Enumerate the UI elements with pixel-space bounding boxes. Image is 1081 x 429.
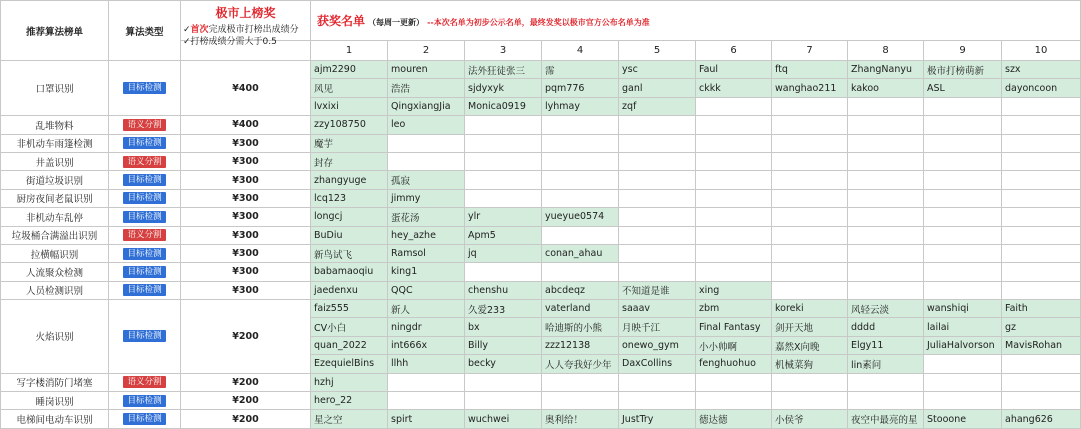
- winner-cell: 久爱233: [465, 300, 542, 318]
- header-algorithm-list: 推荐算法榜单: [1, 1, 109, 61]
- type-badge: 目标检测: [123, 82, 165, 94]
- winner-cell: [924, 134, 1002, 152]
- winner-cell: [848, 97, 924, 115]
- winner-cell: [848, 281, 924, 299]
- winner-cell: [1002, 208, 1081, 226]
- winner-cell: JustTry: [619, 410, 696, 428]
- algorithm-name[interactable]: 睡岗识别: [1, 392, 109, 410]
- winner-cell: [1002, 244, 1081, 262]
- winner-cell: EzequielBins: [311, 355, 388, 373]
- algorithm-name[interactable]: 井盖识别: [1, 152, 109, 170]
- winner-cell: [388, 373, 465, 391]
- winner-cell: ajm2290: [311, 61, 388, 79]
- winner-cell: 法外狂徒张三: [465, 61, 542, 79]
- winner-cell: [619, 244, 696, 262]
- algorithm-type-cell: [109, 171, 181, 189]
- type-badge: 目标检测: [123, 137, 165, 149]
- winner-cell: vaterland: [542, 300, 619, 318]
- winner-cell: [924, 208, 1002, 226]
- winner-cell: [1002, 226, 1081, 244]
- award-amount: ¥300: [181, 171, 311, 189]
- winner-cell: ftq: [772, 61, 848, 79]
- award-amount: ¥300: [181, 189, 311, 207]
- winner-cell: 封存: [311, 152, 388, 170]
- winner-cell: Ramsol: [388, 244, 465, 262]
- winner-cell: Final Fantasy: [696, 318, 772, 336]
- header-algorithm-type: 算法类型: [109, 1, 181, 61]
- award-amount: ¥200: [181, 392, 311, 410]
- winner-cell: [848, 116, 924, 134]
- winner-cell: [848, 392, 924, 410]
- award-amount: ¥400: [181, 61, 311, 116]
- winner-cell: 星之空: [311, 410, 388, 428]
- winner-cell: [465, 171, 542, 189]
- winner-cell: xing: [696, 281, 772, 299]
- winner-cell: wanghao211: [772, 79, 848, 97]
- winner-cell: 小小帅啊: [696, 336, 772, 354]
- winner-cell: 机械菜狗: [772, 355, 848, 373]
- award-amount: ¥300: [181, 208, 311, 226]
- winner-cell: 孤寂: [388, 171, 465, 189]
- winner-cell: ganl: [619, 79, 696, 97]
- winner-cell: [542, 189, 619, 207]
- winner-cell: [924, 263, 1002, 281]
- winner-cell: ahang626: [1002, 410, 1081, 428]
- winner-cell: [542, 373, 619, 391]
- winner-cell: lin素问: [848, 355, 924, 373]
- winner-cell: MavisRohan: [1002, 336, 1081, 354]
- winner-cell: [465, 373, 542, 391]
- winner-cell: 小侯爷: [772, 410, 848, 428]
- winner-cell: QQC: [388, 281, 465, 299]
- winner-cell: [848, 171, 924, 189]
- winner-cell: [848, 208, 924, 226]
- winner-cell: lcq123: [311, 189, 388, 207]
- award-amount: ¥300: [181, 226, 311, 244]
- algorithm-type-cell: [109, 410, 181, 428]
- winner-cell: becky: [465, 355, 542, 373]
- winner-cell: [696, 189, 772, 207]
- winner-cell: onewo_gym: [619, 336, 696, 354]
- column-number: 8: [848, 41, 924, 61]
- winner-cell: [696, 116, 772, 134]
- algorithm-name[interactable]: 人流聚众检测: [1, 263, 109, 281]
- table-row: [1, 116, 1081, 134]
- winner-cell: [924, 171, 1002, 189]
- winner-cell: [1002, 281, 1081, 299]
- header-winners: [311, 1, 1081, 41]
- award-amount: ¥200: [181, 373, 311, 391]
- type-badge: 目标检测: [123, 211, 165, 223]
- winner-cell: zzy108750: [311, 116, 388, 134]
- winner-cell: 夜空中最亮的星: [848, 410, 924, 428]
- column-number: 2: [388, 41, 465, 61]
- winner-cell: lailai: [924, 318, 1002, 336]
- winner-cell: [619, 152, 696, 170]
- winner-cell: [388, 152, 465, 170]
- algorithm-name[interactable]: 乱堆物料: [1, 116, 109, 134]
- algorithm-type-cell: [109, 134, 181, 152]
- algorithm-type-cell: [109, 189, 181, 207]
- table-row: [1, 208, 1081, 226]
- winner-cell: [772, 226, 848, 244]
- winner-cell: [924, 281, 1002, 299]
- winner-cell: Stooone: [924, 410, 1002, 428]
- winner-cell: zhangyuge: [311, 171, 388, 189]
- winner-cell: pqm776: [542, 79, 619, 97]
- winner-cell: dddd: [848, 318, 924, 336]
- table-row: [1, 392, 1081, 410]
- winner-cell: ckkk: [696, 79, 772, 97]
- winner-cell: [924, 355, 1002, 373]
- table-row: [1, 373, 1081, 391]
- type-badge: 目标检测: [123, 330, 165, 342]
- winner-cell: [465, 263, 542, 281]
- winner-cell: [465, 134, 542, 152]
- winner-cell: 德达德: [696, 410, 772, 428]
- type-badge: 语义分割: [123, 119, 165, 131]
- cond1-text: 完成极市打榜出成绩分: [208, 25, 299, 35]
- cond2-text: ✓打榜成绩分需大于0.5: [183, 37, 277, 47]
- winner-cell: 嘉然X向晚: [772, 336, 848, 354]
- algorithm-name[interactable]: 电梯间电动车识别: [1, 410, 109, 428]
- winner-cell: hey_azhe: [388, 226, 465, 244]
- column-number: 5: [619, 41, 696, 61]
- winner-cell: [848, 134, 924, 152]
- winner-cell: [848, 189, 924, 207]
- winner-cell: [388, 392, 465, 410]
- winner-cell: bx: [465, 318, 542, 336]
- winner-cell: [696, 171, 772, 189]
- winner-cell: [465, 392, 542, 410]
- winner-cell: [465, 116, 542, 134]
- winner-cell: 蛋花汤: [388, 208, 465, 226]
- winner-cell: [1002, 263, 1081, 281]
- algorithm-name[interactable]: 街道垃圾识别: [1, 171, 109, 189]
- winner-cell: 风轻云淡: [848, 300, 924, 318]
- algorithm-type-cell: [109, 244, 181, 262]
- winner-cell: [924, 152, 1002, 170]
- winner-cell: 哈迪斯的小熊: [542, 318, 619, 336]
- winner-cell: leo: [388, 116, 465, 134]
- winner-cell: [619, 263, 696, 281]
- table-row: [1, 189, 1081, 207]
- winner-cell: [772, 171, 848, 189]
- winner-cell: [465, 152, 542, 170]
- winner-cell: [696, 226, 772, 244]
- winner-cell: mouren: [388, 61, 465, 79]
- winner-cell: jimmy: [388, 189, 465, 207]
- winner-cell: [772, 281, 848, 299]
- algorithm-name[interactable]: 写字楼消防门堵塞: [1, 373, 109, 391]
- column-number: 1: [311, 41, 388, 61]
- winner-cell: [772, 134, 848, 152]
- winner-cell: ningdr: [388, 318, 465, 336]
- algorithm-type-cell: [109, 263, 181, 281]
- algorithm-name[interactable]: 非机动车雨篷检测: [1, 134, 109, 152]
- winner-cell: [1002, 189, 1081, 207]
- column-number: 10: [1002, 41, 1081, 61]
- table-row: [1, 300, 1081, 318]
- check-icon: ✓: [183, 25, 191, 35]
- cond1-highlight: 首次: [190, 25, 209, 35]
- award-conditions: [181, 25, 311, 61]
- winner-cell: zbm: [696, 300, 772, 318]
- winner-cell: [619, 373, 696, 391]
- winner-cell: yueyue0574: [542, 208, 619, 226]
- type-badge: 语义分割: [123, 229, 165, 241]
- winner-cell: [924, 97, 1002, 115]
- winner-cell: fenghuohuo: [696, 355, 772, 373]
- winner-cell: dayoncoon: [1002, 79, 1081, 97]
- winner-cell: [924, 189, 1002, 207]
- winner-cell: 霈: [542, 61, 619, 79]
- algorithm-type-cell: [109, 152, 181, 170]
- winner-cell: Monica0919: [465, 97, 542, 115]
- winner-cell: szx: [1002, 61, 1081, 79]
- winner-cell: wuchwei: [465, 410, 542, 428]
- winner-cell: [924, 392, 1002, 410]
- winner-cell: [388, 134, 465, 152]
- algorithm-name[interactable]: 人员检测识别: [1, 281, 109, 299]
- award-amount: ¥300: [181, 244, 311, 262]
- winner-cell: [542, 171, 619, 189]
- winner-cell: jq: [465, 244, 542, 262]
- award-amount: ¥300: [181, 263, 311, 281]
- winner-cell: Billy: [465, 336, 542, 354]
- algorithm-type-cell: [109, 208, 181, 226]
- winner-cell: 极市打榜萌新: [924, 61, 1002, 79]
- winner-cell: [542, 116, 619, 134]
- winner-cell: [772, 208, 848, 226]
- winner-cell: conan_ahau: [542, 244, 619, 262]
- winner-cell: [619, 134, 696, 152]
- column-number: 6: [696, 41, 772, 61]
- winner-cell: DaxCollins: [619, 355, 696, 373]
- winner-cell: [848, 244, 924, 262]
- algorithm-type-cell: [109, 392, 181, 410]
- winner-cell: [696, 392, 772, 410]
- winner-cell: [924, 244, 1002, 262]
- algorithm-name[interactable]: 火焰识别: [1, 300, 109, 374]
- winner-cell: [542, 392, 619, 410]
- table-row: [1, 281, 1081, 299]
- winner-cell: [772, 116, 848, 134]
- column-number: 4: [542, 41, 619, 61]
- winner-cell: kakoo: [848, 79, 924, 97]
- winner-cell: [1002, 97, 1081, 115]
- winner-cell: hzhj: [311, 373, 388, 391]
- winner-cell: [542, 134, 619, 152]
- winner-cell: [542, 263, 619, 281]
- winner-cell: [1002, 134, 1081, 152]
- winners-subtitle: （每周一更新）: [368, 18, 425, 27]
- column-number: 9: [924, 41, 1002, 61]
- algorithm-type-cell: [109, 226, 181, 244]
- winner-cell: lvxixi: [311, 97, 388, 115]
- winner-cell: [848, 373, 924, 391]
- winner-cell: faiz555: [311, 300, 388, 318]
- winner-cell: [696, 97, 772, 115]
- winner-cell: [848, 152, 924, 170]
- winner-cell: [772, 244, 848, 262]
- algorithm-type-cell: [109, 373, 181, 391]
- winner-cell: [696, 134, 772, 152]
- winner-cell: Faith: [1002, 300, 1081, 318]
- winner-cell: [696, 244, 772, 262]
- winner-cell: 新人: [388, 300, 465, 318]
- winner-cell: [696, 152, 772, 170]
- column-number: 7: [772, 41, 848, 61]
- winner-cell: Elgy11: [848, 336, 924, 354]
- winner-cell: 剑开天地: [772, 318, 848, 336]
- winner-cell: chenshu: [465, 281, 542, 299]
- winner-cell: quan_2022: [311, 336, 388, 354]
- type-badge: 目标检测: [123, 395, 165, 407]
- table-row: [1, 134, 1081, 152]
- winners-note: --本次名单为初步公示名单，最终发奖以极市官方公布名单为准: [427, 18, 650, 27]
- winner-cell: [696, 263, 772, 281]
- winner-cell: llhh: [388, 355, 465, 373]
- winner-cell: 人人夸我好少年: [542, 355, 619, 373]
- winner-cell: [619, 116, 696, 134]
- award-amount: ¥300: [181, 152, 311, 170]
- winner-cell: 新鸟试飞: [311, 244, 388, 262]
- algorithm-name[interactable]: 拉横幅识别: [1, 244, 109, 262]
- winner-cell: ysc: [619, 61, 696, 79]
- winner-cell: [465, 189, 542, 207]
- winner-cell: saaav: [619, 300, 696, 318]
- winner-cell: [772, 263, 848, 281]
- winner-cell: JuliaHalvorson: [924, 336, 1002, 354]
- winner-cell: [619, 171, 696, 189]
- table-row: [1, 410, 1081, 428]
- winner-cell: 不知道是谁: [619, 281, 696, 299]
- winner-cell: ASL: [924, 79, 1002, 97]
- type-badge: 目标检测: [123, 266, 165, 278]
- winner-cell: gz: [1002, 318, 1081, 336]
- winner-cell: QingxiangJia: [388, 97, 465, 115]
- winner-cell: [848, 263, 924, 281]
- algorithm-type-cell: [109, 300, 181, 374]
- table-row: [1, 171, 1081, 189]
- winner-cell: [1002, 392, 1081, 410]
- winner-cell: [924, 373, 1002, 391]
- type-badge: 语义分割: [123, 376, 165, 388]
- column-number: 3: [465, 41, 542, 61]
- type-badge: 目标检测: [123, 174, 165, 186]
- winner-cell: [1002, 355, 1081, 373]
- type-badge: 目标检测: [123, 192, 165, 204]
- algorithm-name[interactable]: 厨房夜间老鼠识别: [1, 189, 109, 207]
- winner-cell: 奥利给！: [542, 410, 619, 428]
- winner-cell: [619, 189, 696, 207]
- winner-cell: [772, 97, 848, 115]
- winner-cell: Apm5: [465, 226, 542, 244]
- winner-cell: [619, 208, 696, 226]
- award-amount: ¥200: [181, 410, 311, 428]
- winner-cell: spirt: [388, 410, 465, 428]
- winner-cell: [772, 392, 848, 410]
- winner-cell: [619, 392, 696, 410]
- winner-cell: lyhmay: [542, 97, 619, 115]
- winner-cell: [848, 226, 924, 244]
- award-amount: ¥300: [181, 134, 311, 152]
- winner-cell: [696, 373, 772, 391]
- table-row: [1, 152, 1081, 170]
- winner-cell: [772, 189, 848, 207]
- winner-cell: [772, 373, 848, 391]
- winner-cell: [696, 208, 772, 226]
- winner-cell: koreki: [772, 300, 848, 318]
- winner-cell: [924, 226, 1002, 244]
- winner-cell: [542, 226, 619, 244]
- winner-cell: 魔芋: [311, 134, 388, 152]
- winner-cell: babamaoqiu: [311, 263, 388, 281]
- winner-cell: [924, 116, 1002, 134]
- winner-cell: sjdyxyk: [465, 79, 542, 97]
- winner-cell: 浩浩: [388, 79, 465, 97]
- winner-cell: CV小白: [311, 318, 388, 336]
- type-badge: 语义分割: [123, 156, 165, 168]
- winner-cell: [1002, 152, 1081, 170]
- winner-cell: [1002, 116, 1081, 134]
- winner-cell: Faul: [696, 61, 772, 79]
- type-badge: 目标检测: [123, 284, 165, 296]
- winner-cell: [1002, 373, 1081, 391]
- table-row: [1, 263, 1081, 281]
- algorithm-type-cell: [109, 281, 181, 299]
- algorithm-name[interactable]: 垃圾桶合满溢出识别: [1, 226, 109, 244]
- winner-cell: [1002, 171, 1081, 189]
- algorithm-name[interactable]: 非机动车乱停: [1, 208, 109, 226]
- table-row: [1, 244, 1081, 262]
- winner-cell: ZhangNanyu: [848, 61, 924, 79]
- award-amount: ¥200: [181, 300, 311, 374]
- winner-cell: zzz12138: [542, 336, 619, 354]
- algorithm-type-cell: [109, 116, 181, 134]
- award-amount: ¥300: [181, 281, 311, 299]
- algorithm-name[interactable]: 口罩识别: [1, 61, 109, 116]
- table-row: [1, 61, 1081, 79]
- winner-cell: ylr: [465, 208, 542, 226]
- winner-cell: [772, 152, 848, 170]
- type-badge: 目标检测: [123, 413, 165, 425]
- winner-cell: king1: [388, 263, 465, 281]
- winner-cell: [542, 152, 619, 170]
- winner-cell: wanshiqi: [924, 300, 1002, 318]
- winner-cell: hero_22: [311, 392, 388, 410]
- winner-cell: 月映千江: [619, 318, 696, 336]
- winners-title: 获奖名单: [317, 14, 366, 28]
- algorithm-type-cell: [109, 61, 181, 116]
- winner-cell: 风见: [311, 79, 388, 97]
- winner-cell: jaedenxu: [311, 281, 388, 299]
- winner-cell: [619, 226, 696, 244]
- table-row: [1, 226, 1081, 244]
- winner-cell: abcdeqz: [542, 281, 619, 299]
- winner-cell: int666x: [388, 336, 465, 354]
- winner-cell: BuDiu: [311, 226, 388, 244]
- type-badge: 目标检测: [123, 248, 165, 260]
- award-title: 极市上榜奖: [215, 6, 276, 20]
- winner-cell: zqf: [619, 97, 696, 115]
- award-amount: ¥400: [181, 116, 311, 134]
- winner-cell: longcj: [311, 208, 388, 226]
